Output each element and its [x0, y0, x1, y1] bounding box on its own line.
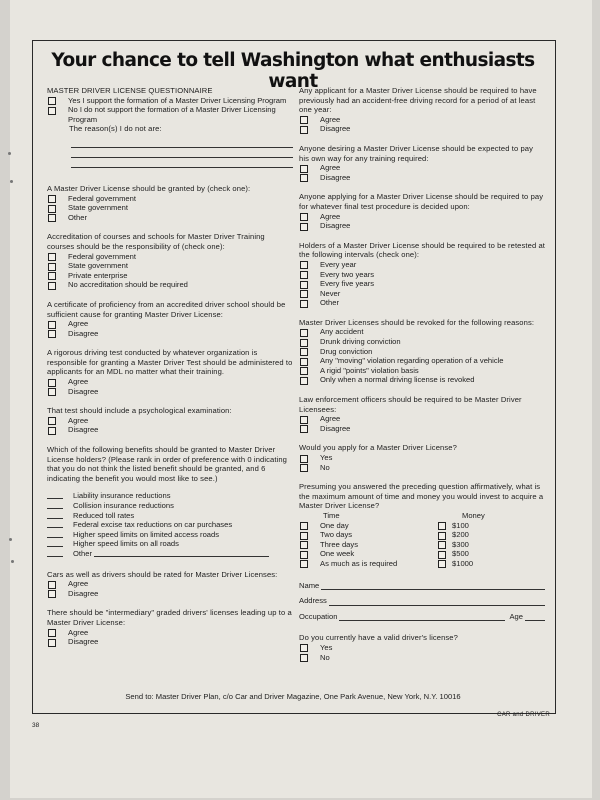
option-time[interactable]: Two days: [299, 530, 407, 540]
address-line[interactable]: [329, 598, 545, 606]
checkbox[interactable]: [438, 560, 446, 568]
checkbox[interactable]: [48, 388, 56, 396]
checkbox[interactable]: [48, 263, 56, 271]
page-speck: [11, 560, 14, 563]
question-accident-free: [299, 86, 545, 134]
option-agree[interactable]: Agree: [299, 115, 545, 125]
question-benefits-rank: [47, 445, 293, 559]
rank-blank[interactable]: [47, 539, 63, 547]
option-disagree[interactable]: Disagree: [47, 329, 293, 339]
option-item[interactable]: Other: [47, 213, 293, 223]
question-accreditation: [47, 232, 293, 290]
option-agree[interactable]: Agree: [299, 212, 545, 222]
checkbox[interactable]: [300, 116, 308, 124]
question-text: Holders of a Master Driver License should be required to be retested at the following intervals (check one):: [299, 240, 546, 260]
rank-blank[interactable]: [47, 491, 63, 499]
checkbox[interactable]: [300, 300, 308, 308]
option-item[interactable]: Drug conviction: [299, 347, 545, 357]
money-header: Money: [462, 510, 485, 520]
checkbox[interactable]: [300, 464, 308, 472]
checkbox[interactable]: [48, 195, 56, 203]
page-speck: [8, 152, 11, 155]
option-money[interactable]: $200: [437, 530, 545, 540]
checkbox[interactable]: [48, 590, 56, 598]
option-yes-support[interactable]: Yes I support the formation of a Master Driver Licensing Program: [47, 96, 293, 106]
question-text: Accreditation of courses and schools for Master Driver Training courses should be the responsibility of (check one):: [47, 232, 265, 251]
question-retest-interval: [299, 241, 545, 308]
option-item[interactable]: Federal government: [47, 252, 293, 262]
option-disagree[interactable]: Disagree: [47, 387, 293, 397]
option-time[interactable]: One week: [299, 549, 407, 559]
checkbox[interactable]: [300, 213, 308, 221]
option-item[interactable]: Federal government: [47, 194, 293, 204]
question-text: Cars as well as drivers should be rated for Master Driver Licenses:: [47, 569, 278, 579]
question-text: That test should include a psychological examination:: [47, 406, 232, 416]
contact-fields: [299, 581, 545, 622]
address-label: Address: [299, 596, 327, 606]
question-granted-by: [47, 184, 293, 222]
question-driving-test: [47, 348, 293, 396]
option-agree[interactable]: Agree: [299, 163, 545, 173]
occupation-field[interactable]: [299, 612, 545, 622]
reason-line[interactable]: [71, 138, 293, 148]
checkbox[interactable]: [300, 290, 308, 298]
checkbox[interactable]: [48, 253, 56, 261]
reason-line[interactable]: [71, 158, 293, 168]
question-cars-rated: [47, 570, 293, 599]
checkbox[interactable]: [300, 174, 308, 182]
checkbox[interactable]: [48, 282, 56, 290]
checkbox[interactable]: [300, 367, 308, 375]
option-disagree[interactable]: Disagree: [299, 124, 545, 134]
checkbox[interactable]: [300, 271, 308, 279]
question-revoke-reasons: [299, 318, 545, 385]
question-text: Would you apply for a Master Driver License?: [299, 443, 457, 453]
occupation-line[interactable]: [339, 613, 505, 621]
checkbox[interactable]: [48, 379, 56, 387]
name-label: Name: [299, 580, 320, 590]
question-text: Anyone desiring a Master Driver License should be expected to pay his own way for any training required:: [299, 143, 534, 163]
checkbox[interactable]: [300, 339, 308, 347]
option-item[interactable]: Other: [299, 298, 545, 308]
option-no[interactable]: No: [299, 653, 545, 663]
checkbox[interactable]: [300, 551, 308, 559]
question-text: Do you currently have a valid driver's license?: [299, 633, 458, 643]
option-agree[interactable]: Agree: [47, 628, 293, 638]
rank-item-other[interactable]: Other: [47, 549, 293, 559]
checkbox[interactable]: [300, 126, 308, 134]
checkbox[interactable]: [438, 532, 446, 540]
rank-blank[interactable]: [47, 520, 63, 528]
occupation-label: Occupation: [299, 611, 338, 621]
checkbox[interactable]: [48, 330, 56, 338]
checkbox[interactable]: [300, 281, 308, 289]
option-time[interactable]: Three days: [299, 540, 407, 550]
rank-item[interactable]: Federal excise tax reductions on car purchases: [47, 520, 293, 530]
option-item[interactable]: Every five years: [299, 279, 545, 289]
question-text: Master Driver Licenses should be revoked for the following reasons:: [299, 317, 535, 327]
option-agree[interactable]: Agree: [47, 579, 293, 589]
checkbox[interactable]: [48, 639, 56, 647]
send-to-address: Send to: Master Driver Plan, c/o Car and Driver Magazine, One Park Avenue, New York, N.Y. 10016: [125, 692, 461, 701]
checkbox[interactable]: [438, 551, 446, 559]
rank-item[interactable]: Higher speed limits on all roads: [47, 539, 293, 549]
age-label: Age: [509, 611, 523, 621]
option-agree[interactable]: Agree: [47, 319, 293, 329]
page-speck: [9, 538, 12, 541]
option-no-support[interactable]: No I do not support the formation of a Master Driver Licensing Program: [47, 105, 293, 124]
option-disagree[interactable]: Disagree: [299, 173, 545, 183]
option-money[interactable]: $100: [437, 521, 545, 531]
question-pay-test: [299, 192, 545, 230]
checkbox[interactable]: [300, 329, 308, 337]
checkbox[interactable]: [300, 377, 308, 385]
question-text: Any applicant for a Master Driver License should be required to have previously had an accident-free driving record for a period of at least one year:: [299, 86, 537, 115]
page-number: 38: [32, 722, 40, 729]
rank-item[interactable]: Higher speed limits on limited access roads: [47, 530, 293, 540]
question-would-apply: [299, 443, 545, 472]
question-pay-training: [299, 144, 545, 182]
option-item[interactable]: Every year: [299, 260, 545, 270]
ranking-list: [47, 491, 293, 558]
question-text: A Master Driver License should be granted by (check one):: [47, 183, 251, 193]
time-header: Time: [323, 510, 340, 520]
option-money[interactable]: $300: [437, 540, 545, 550]
option-agree[interactable]: Agree: [47, 377, 293, 387]
option-disagree[interactable]: Disagree: [299, 424, 545, 434]
reason-line[interactable]: [71, 148, 293, 158]
checkbox[interactable]: [300, 654, 308, 662]
right-column: [299, 86, 545, 662]
checkbox[interactable]: [300, 644, 308, 652]
rank-blank[interactable]: [47, 530, 63, 538]
checkbox[interactable]: [300, 416, 308, 424]
checkbox[interactable]: [300, 425, 308, 433]
option-time[interactable]: One day: [299, 521, 407, 531]
rank-item[interactable]: Reduced toll rates: [47, 511, 293, 521]
question-text: Law enforcement officers should be required to be Master Driver Licensees:: [299, 395, 522, 414]
checkbox[interactable]: [48, 629, 56, 637]
checkbox[interactable]: [300, 348, 308, 356]
option-disagree[interactable]: Disagree: [47, 425, 293, 435]
checkbox[interactable]: [48, 107, 56, 115]
rank-item[interactable]: Collision insurance reductions: [47, 501, 293, 511]
option-yes[interactable]: Yes: [299, 643, 545, 653]
address-field[interactable]: [299, 596, 545, 606]
option-item[interactable]: Never: [299, 289, 545, 299]
checkbox[interactable]: [438, 522, 446, 530]
checkbox[interactable]: [300, 522, 308, 530]
option-item[interactable]: No accreditation should be required: [47, 280, 293, 290]
option-item[interactable]: Every two years: [299, 270, 545, 280]
question-intermediary: [47, 608, 293, 646]
checkbox[interactable]: [300, 455, 308, 463]
option-disagree[interactable]: Disagree: [47, 589, 293, 599]
option-agree[interactable]: Agree: [299, 414, 545, 424]
page-speck: [10, 180, 13, 183]
rank-blank[interactable]: [47, 501, 63, 509]
checkbox[interactable]: [300, 261, 308, 269]
rank-blank[interactable]: [47, 549, 63, 557]
question-text: Which of the following benefits should be granted to Master Driver License holders? (Please rank in order of preference with 0 indicating that you do not think the listed benefit should be granted, and 6 indicating the benefit you would most like to see.): [47, 445, 288, 483]
checkbox[interactable]: [48, 417, 56, 425]
option-item[interactable]: A rigid "points" violation basis: [299, 366, 545, 376]
option-disagree[interactable]: Disagree: [299, 221, 545, 231]
option-item[interactable]: Any "moving" violation regarding operation of a vehicle: [299, 356, 545, 366]
option-yes[interactable]: Yes: [299, 453, 545, 463]
checkbox[interactable]: [48, 427, 56, 435]
question-text: There should be "intermediary" graded drivers' licenses leading up to a Master Driver License:: [47, 608, 292, 627]
option-item[interactable]: Drunk driving conviction: [299, 337, 545, 347]
question-psych-exam: [47, 406, 293, 435]
other-line[interactable]: [94, 549, 269, 557]
option-time[interactable]: As much as is required: [299, 559, 407, 569]
checkbox[interactable]: [48, 272, 56, 280]
question-text: A certificate of proficiency from an accredited driver school should be sufficient cause for granting Master Driver License:: [47, 299, 286, 319]
checkbox[interactable]: [300, 223, 308, 231]
option-item[interactable]: Only when a normal driving license is revoked: [299, 375, 545, 385]
question-text: Anyone applying for a Master Driver License should be required to pay for whatever final test procedure is decided upon:: [299, 192, 544, 211]
time-options: [299, 521, 407, 569]
age-line[interactable]: [525, 613, 545, 621]
question-time-money: [299, 482, 545, 568]
checkbox[interactable]: [48, 321, 56, 329]
question-valid-license: [299, 633, 545, 662]
question-text: Presuming you answered the preceding question affirmatively, what is the maximum amount of time and money you would invest to acquire a Master Driver License?: [299, 482, 544, 511]
question-text: A rigorous driving test conducted by whatever organization is responsible for granting a Master Driver Test should be administered to applicants for an MDL no matter what their training.: [47, 348, 293, 377]
checkbox[interactable]: [300, 358, 308, 366]
checkbox[interactable]: [438, 541, 446, 549]
checkbox[interactable]: [300, 560, 308, 568]
magazine-name: CAR and DRIVER: [497, 712, 550, 718]
page-headline: Your chance to tell Washington what enthusiasts want: [51, 50, 535, 92]
questionnaire-title: MASTER DRIVER LICENSE QUESTIONNAIRE: [47, 86, 213, 95]
rank-blank[interactable]: [47, 511, 63, 519]
question-law-enforcement: [299, 395, 545, 433]
checkbox[interactable]: [300, 532, 308, 540]
option-money[interactable]: $500: [437, 549, 545, 559]
time-money-options: [299, 521, 545, 569]
question-support-program: [47, 86, 293, 168]
checkbox[interactable]: [300, 541, 308, 549]
rank-item[interactable]: Liability insurance reductions: [47, 491, 293, 501]
option-item[interactable]: Any accident: [299, 327, 545, 337]
name-line[interactable]: [321, 582, 545, 590]
option-item[interactable]: State government: [47, 261, 293, 271]
time-money-headers: [299, 511, 545, 521]
question-certificate: [47, 300, 293, 338]
option-disagree[interactable]: Disagree: [47, 637, 293, 647]
checkbox[interactable]: [48, 214, 56, 222]
checkbox[interactable]: [48, 581, 56, 589]
left-column: [47, 86, 293, 647]
option-item[interactable]: State government: [47, 203, 293, 213]
checkbox[interactable]: [300, 165, 308, 173]
option-item[interactable]: Private enterprise: [47, 271, 293, 281]
option-money[interactable]: $1000: [437, 559, 545, 569]
option-no[interactable]: No: [299, 463, 545, 473]
name-field[interactable]: [299, 581, 545, 591]
reason-label: The reason(s) I do not are:: [69, 124, 162, 134]
money-options: [407, 521, 545, 569]
checkbox[interactable]: [48, 97, 56, 105]
option-agree[interactable]: Agree: [47, 416, 293, 426]
checkbox[interactable]: [48, 205, 56, 213]
